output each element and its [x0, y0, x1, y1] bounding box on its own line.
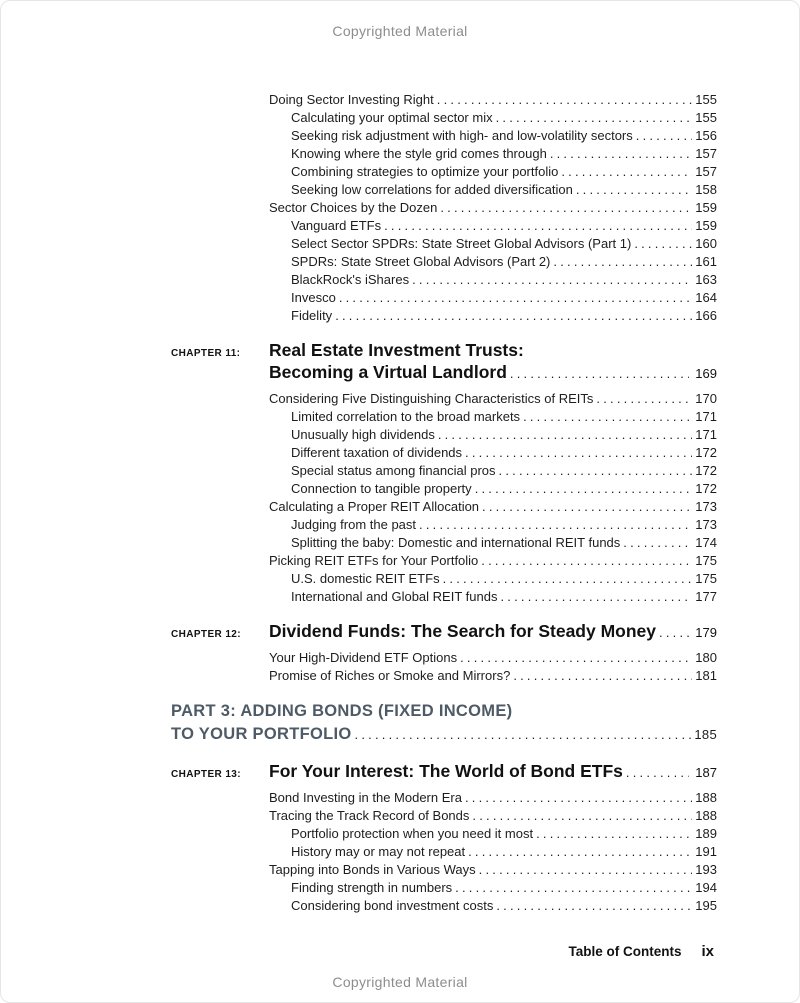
- entry-title: Calculating a Proper REIT Allocation: [269, 499, 480, 514]
- part-heading-line: [171, 723, 717, 746]
- entry-title: Sector Choices by the Dozen: [269, 200, 438, 215]
- toc-entry: [291, 879, 717, 897]
- entry-title: History may or may not repeat: [291, 844, 466, 859]
- chapter-title-line: [269, 339, 717, 361]
- entry-title: Calculating your optimal sector mix: [291, 110, 493, 125]
- chapter-title-text: For Your Interest: The World of Bond ETFs: [269, 761, 623, 781]
- chapter-title-text: Becoming a Virtual Landlord: [269, 362, 507, 382]
- chapter-entry: [171, 339, 717, 385]
- entry-page-number: 185: [694, 727, 717, 742]
- dot-leader: [596, 390, 692, 408]
- entry-title: International and Global REIT funds: [291, 589, 498, 604]
- entry-page-number: 155: [695, 92, 717, 107]
- entry-title: Finding strength in numbers: [291, 880, 453, 895]
- dot-leader: [440, 199, 692, 217]
- entry-title: Promise of Riches or Smoke and Mirrors?: [269, 668, 511, 683]
- toc-entry: [291, 235, 717, 253]
- entry-title: Judging from the past: [291, 517, 417, 532]
- part-heading-text: TO YOUR PORTFOLIO: [171, 725, 352, 743]
- toc-entry: [269, 789, 717, 807]
- dot-leader: [437, 91, 693, 109]
- dot-leader: [550, 145, 692, 163]
- toc-entry: [291, 145, 717, 163]
- entry-page-number: 188: [695, 790, 717, 805]
- entry-title: Considering bond investment costs: [291, 898, 494, 913]
- dot-leader: [523, 408, 692, 426]
- entry-title: Portfolio protection when you need it most: [291, 826, 534, 841]
- dot-leader: [335, 307, 692, 325]
- dot-leader: [475, 480, 693, 498]
- entry-title: Vanguard ETFs: [291, 218, 382, 233]
- dot-leader: [465, 444, 692, 462]
- dot-leader: [536, 825, 692, 843]
- chapter-number-label: CHAPTER 13:: [171, 769, 241, 780]
- entry-title: Combining strategies to optimize your portfolio: [291, 164, 559, 179]
- entry-page-number: 180: [695, 650, 717, 665]
- entry-title: Bond Investing in the Modern Era: [269, 790, 462, 805]
- entry-page-number: 156: [695, 128, 717, 143]
- toc-entry: [291, 181, 717, 199]
- dot-leader: [636, 127, 693, 145]
- toc-entry: [269, 91, 717, 109]
- entry-page-number: 188: [695, 808, 717, 823]
- entry-title: Limited correlation to the broad markets: [291, 409, 521, 424]
- part-heading-text: PART 3: ADDING BONDS (FIXED INCOME): [171, 702, 513, 720]
- dot-leader: [623, 534, 692, 552]
- entry-page-number: 163: [695, 272, 717, 287]
- entry-title: Different taxation of dividends: [291, 445, 463, 460]
- chapter-entry: [171, 620, 717, 644]
- entry-page-number: 175: [695, 571, 717, 586]
- entry-page-number: 160: [695, 236, 717, 251]
- dot-leader: [465, 789, 692, 807]
- dot-leader: [513, 667, 692, 685]
- dot-leader: [553, 253, 692, 271]
- toc-entry: [291, 843, 717, 861]
- table-of-contents: [171, 91, 717, 915]
- entry-page-number: 171: [695, 427, 717, 442]
- dot-leader: [510, 361, 689, 385]
- toc-entry: [291, 480, 717, 498]
- toc-entry: [269, 807, 717, 825]
- toc-entry: [291, 408, 717, 426]
- chapter-title-text: Real Estate Investment Trusts:: [269, 340, 524, 360]
- entry-page-number: 187: [695, 765, 717, 780]
- entry-page-number: 157: [695, 164, 717, 179]
- toc-entry: [291, 426, 717, 444]
- toc-entry: [291, 462, 717, 480]
- toc-entry: [291, 534, 717, 552]
- entry-title: Tracing the Track Record of Bonds: [269, 808, 470, 823]
- entry-title: Tapping into Bonds in Various Ways: [269, 862, 476, 877]
- entry-title: Fidelity: [291, 308, 333, 323]
- entry-page-number: 179: [695, 625, 717, 640]
- entry-title: Splitting the baby: Domestic and international REIT funds: [291, 535, 621, 550]
- entry-page-number: 193: [695, 862, 717, 877]
- entry-page-number: 173: [695, 499, 717, 514]
- dot-leader: [496, 109, 693, 127]
- entry-title: Invesco: [291, 290, 336, 305]
- dot-leader: [412, 271, 692, 289]
- entry-page-number: 170: [695, 391, 717, 406]
- part-heading-line: [171, 700, 717, 723]
- footer-page-number: ix: [701, 943, 714, 960]
- entry-title: Special status among financial pros: [291, 463, 496, 478]
- dot-leader: [479, 861, 693, 879]
- entry-title: Seeking risk adjustment with high- and low-volatility sectors: [291, 128, 633, 143]
- dot-leader: [355, 723, 692, 746]
- entry-page-number: 191: [695, 844, 717, 859]
- toc-entry: [269, 861, 717, 879]
- footer-section-label: Table of Contents: [568, 944, 682, 959]
- entry-title: Considering Five Distinguishing Characteristics of REITs: [269, 391, 594, 406]
- toc-entry: [291, 444, 717, 462]
- entry-page-number: 194: [695, 880, 717, 895]
- toc-entry: [291, 588, 717, 606]
- toc-entry: [291, 271, 717, 289]
- entry-page-number: 169: [695, 366, 717, 381]
- toc-entry: [291, 253, 717, 271]
- toc-entry: [291, 897, 717, 915]
- chapter-title: [269, 620, 717, 644]
- chapter-title: [269, 339, 717, 385]
- chapter-title-line: [269, 361, 717, 385]
- entry-title: Doing Sector Investing Right: [269, 92, 434, 107]
- toc-entry: [269, 667, 717, 685]
- entry-page-number: 157: [695, 146, 717, 161]
- toc-entry: [269, 649, 717, 667]
- chapter-title: [269, 760, 717, 784]
- entry-page-number: 181: [695, 668, 717, 683]
- entry-page-number: 159: [695, 200, 717, 215]
- copyright-notice-top: Copyrighted Material: [332, 23, 468, 39]
- entry-page-number: 166: [695, 308, 717, 323]
- toc-entry: [291, 289, 717, 307]
- entry-title: Connection to tangible property: [291, 481, 472, 496]
- dot-leader: [481, 552, 692, 570]
- entry-page-number: 175: [695, 553, 717, 568]
- toc-entry: [291, 163, 717, 181]
- dot-leader: [626, 760, 689, 784]
- dot-leader: [472, 807, 692, 825]
- toc-entry: [269, 552, 717, 570]
- toc-entry: [269, 199, 717, 217]
- dot-leader: [496, 897, 692, 915]
- entry-page-number: 173: [695, 517, 717, 532]
- copyright-notice-bottom: Copyrighted Material: [332, 974, 468, 990]
- dot-leader: [561, 163, 692, 181]
- toc-entry: [291, 217, 717, 235]
- dot-leader: [384, 217, 692, 235]
- entry-page-number: 177: [695, 589, 717, 604]
- part-heading: [171, 700, 717, 746]
- toc-entry: [291, 825, 717, 843]
- entry-page-number: 172: [695, 463, 717, 478]
- entry-page-number: 189: [695, 826, 717, 841]
- entry-page-number: 195: [695, 898, 717, 913]
- dot-leader: [659, 620, 689, 644]
- toc-entry: [291, 109, 717, 127]
- toc-entry: [291, 127, 717, 145]
- entry-title: Picking REIT ETFs for Your Portfolio: [269, 553, 479, 568]
- dot-leader: [634, 235, 692, 253]
- entry-title: SPDRs: State Street Global Advisors (Part 2): [291, 254, 551, 269]
- entry-title: BlackRock's iShares: [291, 272, 410, 287]
- toc-entry: [269, 390, 717, 408]
- dot-leader: [482, 498, 692, 516]
- dot-leader: [460, 649, 692, 667]
- chapter-title-text: Dividend Funds: The Search for Steady Money: [269, 621, 657, 641]
- entry-page-number: 171: [695, 409, 717, 424]
- toc-entry: [291, 570, 717, 588]
- chapter-title-line: [269, 760, 717, 784]
- dot-leader: [339, 289, 692, 307]
- dot-leader: [500, 588, 692, 606]
- dot-leader: [576, 181, 692, 199]
- entry-page-number: 172: [695, 481, 717, 496]
- chapter-title-line: [269, 620, 717, 644]
- dot-leader: [468, 843, 692, 861]
- entry-page-number: 155: [695, 110, 717, 125]
- toc-entry: [291, 307, 717, 325]
- dot-leader: [443, 570, 693, 588]
- entry-title: Unusually high dividends: [291, 427, 435, 442]
- dot-leader: [455, 879, 692, 897]
- dot-leader: [419, 516, 692, 534]
- toc-entry: [291, 516, 717, 534]
- entry-title: Your High-Dividend ETF Options: [269, 650, 458, 665]
- entry-title: Select Sector SPDRs: State Street Global Advisors (Part 1): [291, 236, 632, 251]
- entry-page-number: 172: [695, 445, 717, 460]
- entry-title: U.S. domestic REIT ETFs: [291, 571, 440, 586]
- entry-title: Knowing where the style grid comes through: [291, 146, 547, 161]
- dot-leader: [499, 462, 693, 480]
- entry-page-number: 174: [695, 535, 717, 550]
- entry-page-number: 158: [695, 182, 717, 197]
- toc-entry: [269, 498, 717, 516]
- entry-title: Seeking low correlations for added diversification: [291, 182, 573, 197]
- chapter-entry: [171, 760, 717, 784]
- entry-page-number: 164: [695, 290, 717, 305]
- dot-leader: [438, 426, 692, 444]
- entry-page-number: 159: [695, 218, 717, 233]
- entry-page-number: 161: [695, 254, 717, 269]
- chapter-number-label: CHAPTER 11:: [171, 348, 241, 359]
- page-footer: [568, 943, 714, 960]
- chapter-number-label: CHAPTER 12:: [171, 629, 241, 640]
